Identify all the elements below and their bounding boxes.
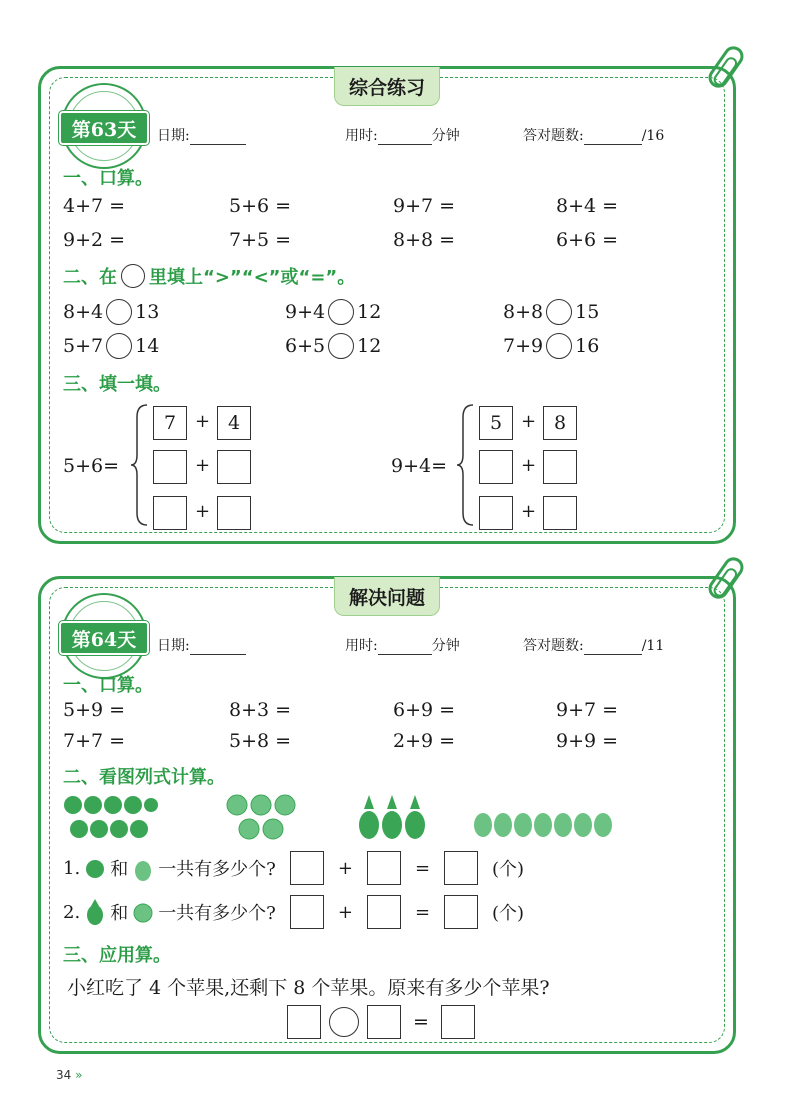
equation: 9+7 = (393, 195, 456, 217)
equation: 2+9 = (393, 730, 456, 752)
compare-left: 8+8 (503, 301, 544, 323)
answer-box[interactable]: 7 (153, 406, 187, 440)
answer-box[interactable] (290, 851, 324, 885)
equation: 8+8 = (393, 229, 456, 251)
correct-field[interactable] (584, 640, 642, 655)
equation: 9+9 = (556, 730, 619, 752)
page-number (56, 1068, 82, 1082)
compare-right: 12 (357, 301, 382, 323)
time-unit: 分钟 (431, 638, 460, 654)
equation: 9+2 = (63, 229, 126, 251)
equals-sign: = (414, 901, 431, 923)
sec2-heading-b: 里填上“>”“<”或“=”。 (149, 267, 356, 288)
compare-circle[interactable] (106, 299, 132, 325)
pineapple-group-icon (357, 793, 427, 843)
compare-item (63, 299, 159, 325)
answer-box[interactable]: 5 (479, 406, 513, 440)
compare-left: 9+4 (285, 301, 326, 323)
equation: 7+5 = (229, 229, 292, 251)
plus-sign: + (195, 411, 211, 432)
answer-box[interactable]: 4 (217, 406, 251, 440)
pineapple-icon (84, 899, 106, 925)
split-expression: 5+6= (63, 455, 120, 477)
answer-box[interactable] (441, 1005, 475, 1039)
answer-box[interactable]: 8 (543, 406, 577, 440)
equation: 4+7 = (63, 195, 126, 217)
sec2-heading-a: 二、在 (63, 267, 117, 288)
and-label: 和 (110, 859, 129, 880)
answer-box[interactable] (287, 1005, 321, 1039)
answer-box[interactable] (367, 895, 401, 929)
compare-item (285, 299, 381, 325)
equation: 9+7 = (556, 699, 619, 721)
day64-meta (157, 635, 693, 655)
pear-group-icon (473, 793, 613, 841)
circle-icon (121, 264, 145, 288)
day63-sec2-heading (63, 263, 355, 289)
day63-card (38, 66, 736, 544)
correct-label: 答对题数: (523, 128, 584, 144)
operator-circle[interactable] (329, 1007, 359, 1037)
compare-circle[interactable] (328, 299, 354, 325)
total-count: /11 (641, 638, 665, 654)
date-label: 日期: (157, 638, 190, 654)
peach-group-icon (225, 793, 299, 843)
answer-box[interactable] (217, 496, 251, 530)
answer-box[interactable] (153, 496, 187, 530)
compare-circle[interactable] (546, 333, 572, 359)
day63-badge (61, 83, 147, 169)
equation: 8+4 = (556, 195, 619, 217)
equation: 6+9 = (393, 699, 456, 721)
brace-icon (455, 403, 477, 527)
question-1 (63, 851, 524, 885)
compare-right: 12 (357, 335, 382, 357)
plus-sign: + (337, 901, 353, 923)
compare-circle[interactable] (546, 299, 572, 325)
page-number-text: 34 (56, 1068, 72, 1082)
compare-right: 14 (135, 335, 160, 357)
split-expression: 9+4= (391, 455, 448, 477)
equals-sign: = (413, 1011, 429, 1033)
word-problem: 小红吃了 4 个苹果,还剩下 8 个苹果。原来有多少个苹果? (67, 977, 550, 999)
question-number: 1. (63, 857, 81, 879)
answer-box[interactable] (367, 851, 401, 885)
plus-sign: + (521, 411, 537, 432)
peach-icon (132, 901, 154, 923)
compare-circle[interactable] (106, 333, 132, 359)
pear-icon (132, 855, 154, 881)
equation: 5+9 = (63, 699, 126, 721)
day64-sec3-heading: 三、应用算。 (63, 945, 171, 966)
question-text: 一共有多少个? (158, 903, 276, 924)
day63-sec3-heading: 三、填一填。 (63, 374, 171, 395)
plus-sign: + (195, 501, 211, 522)
day63-badge-label: 第63天 (59, 111, 149, 145)
equation: 5+8 = (229, 730, 292, 752)
question-2 (63, 895, 524, 929)
plus-sign: + (195, 455, 211, 476)
compare-left: 5+7 (63, 335, 104, 357)
time-field[interactable] (378, 640, 432, 655)
time-unit: 分钟 (431, 128, 460, 144)
compare-right: 15 (575, 301, 600, 323)
correct-label: 答对题数: (523, 638, 584, 654)
brace-icon (129, 403, 151, 527)
plus-sign: + (337, 857, 353, 879)
total-count: /16 (641, 128, 665, 144)
equation: 8+3 = (229, 699, 292, 721)
answer-box[interactable] (543, 450, 577, 484)
answer-box[interactable] (153, 450, 187, 484)
equation: 6+6 = (556, 229, 619, 251)
answer-equation (287, 1005, 475, 1039)
day64-sec1-heading: 一、口算。 (63, 675, 153, 696)
day63-meta (157, 125, 693, 145)
time-label: 用时: (345, 638, 378, 654)
question-text: 一共有多少个? (158, 859, 276, 880)
unit-label: (个) (492, 903, 525, 924)
correct-field[interactable] (584, 130, 642, 145)
equation: 5+6 = (229, 195, 292, 217)
day63-title: 综合练习 (334, 67, 440, 106)
compare-left: 7+9 (503, 335, 544, 357)
date-field[interactable] (190, 640, 246, 655)
day64-card (38, 576, 736, 1054)
compare-left: 8+4 (63, 301, 104, 323)
day64-badge (61, 593, 147, 679)
date-label: 日期: (157, 128, 190, 144)
compare-item (503, 299, 599, 325)
answer-box[interactable] (367, 1005, 401, 1039)
and-label: 和 (110, 903, 129, 924)
compare-right: 16 (575, 335, 600, 357)
compare-item (63, 333, 159, 359)
compare-left: 6+5 (285, 335, 326, 357)
answer-box[interactable] (479, 496, 513, 530)
unit-label: (个) (492, 859, 525, 880)
compare-item (503, 333, 599, 359)
day64-title: 解决问题 (334, 577, 440, 616)
chevron-icon: » (75, 1068, 83, 1082)
compare-circle[interactable] (328, 333, 354, 359)
compare-right: 13 (135, 301, 160, 323)
answer-box[interactable] (479, 450, 513, 484)
plus-sign: + (521, 501, 537, 522)
time-label: 用时: (345, 128, 378, 144)
day64-badge-label: 第64天 (59, 621, 149, 655)
answer-box[interactable] (543, 496, 577, 530)
tomato-group-icon (63, 793, 159, 843)
equals-sign: = (414, 857, 431, 879)
plus-sign: + (521, 455, 537, 476)
answer-box[interactable] (290, 895, 324, 929)
date-field[interactable] (190, 130, 246, 145)
day64-sec2-heading: 二、看图列式计算。 (63, 767, 225, 788)
answer-box[interactable] (444, 851, 478, 885)
tomato-icon (84, 857, 106, 879)
equation: 7+7 = (63, 730, 126, 752)
compare-item (285, 333, 381, 359)
day63-sec1-heading: 一、口算。 (63, 168, 153, 189)
answer-box[interactable] (444, 895, 478, 929)
answer-box[interactable] (217, 450, 251, 484)
time-field[interactable] (378, 130, 432, 145)
question-number: 2. (63, 901, 81, 923)
